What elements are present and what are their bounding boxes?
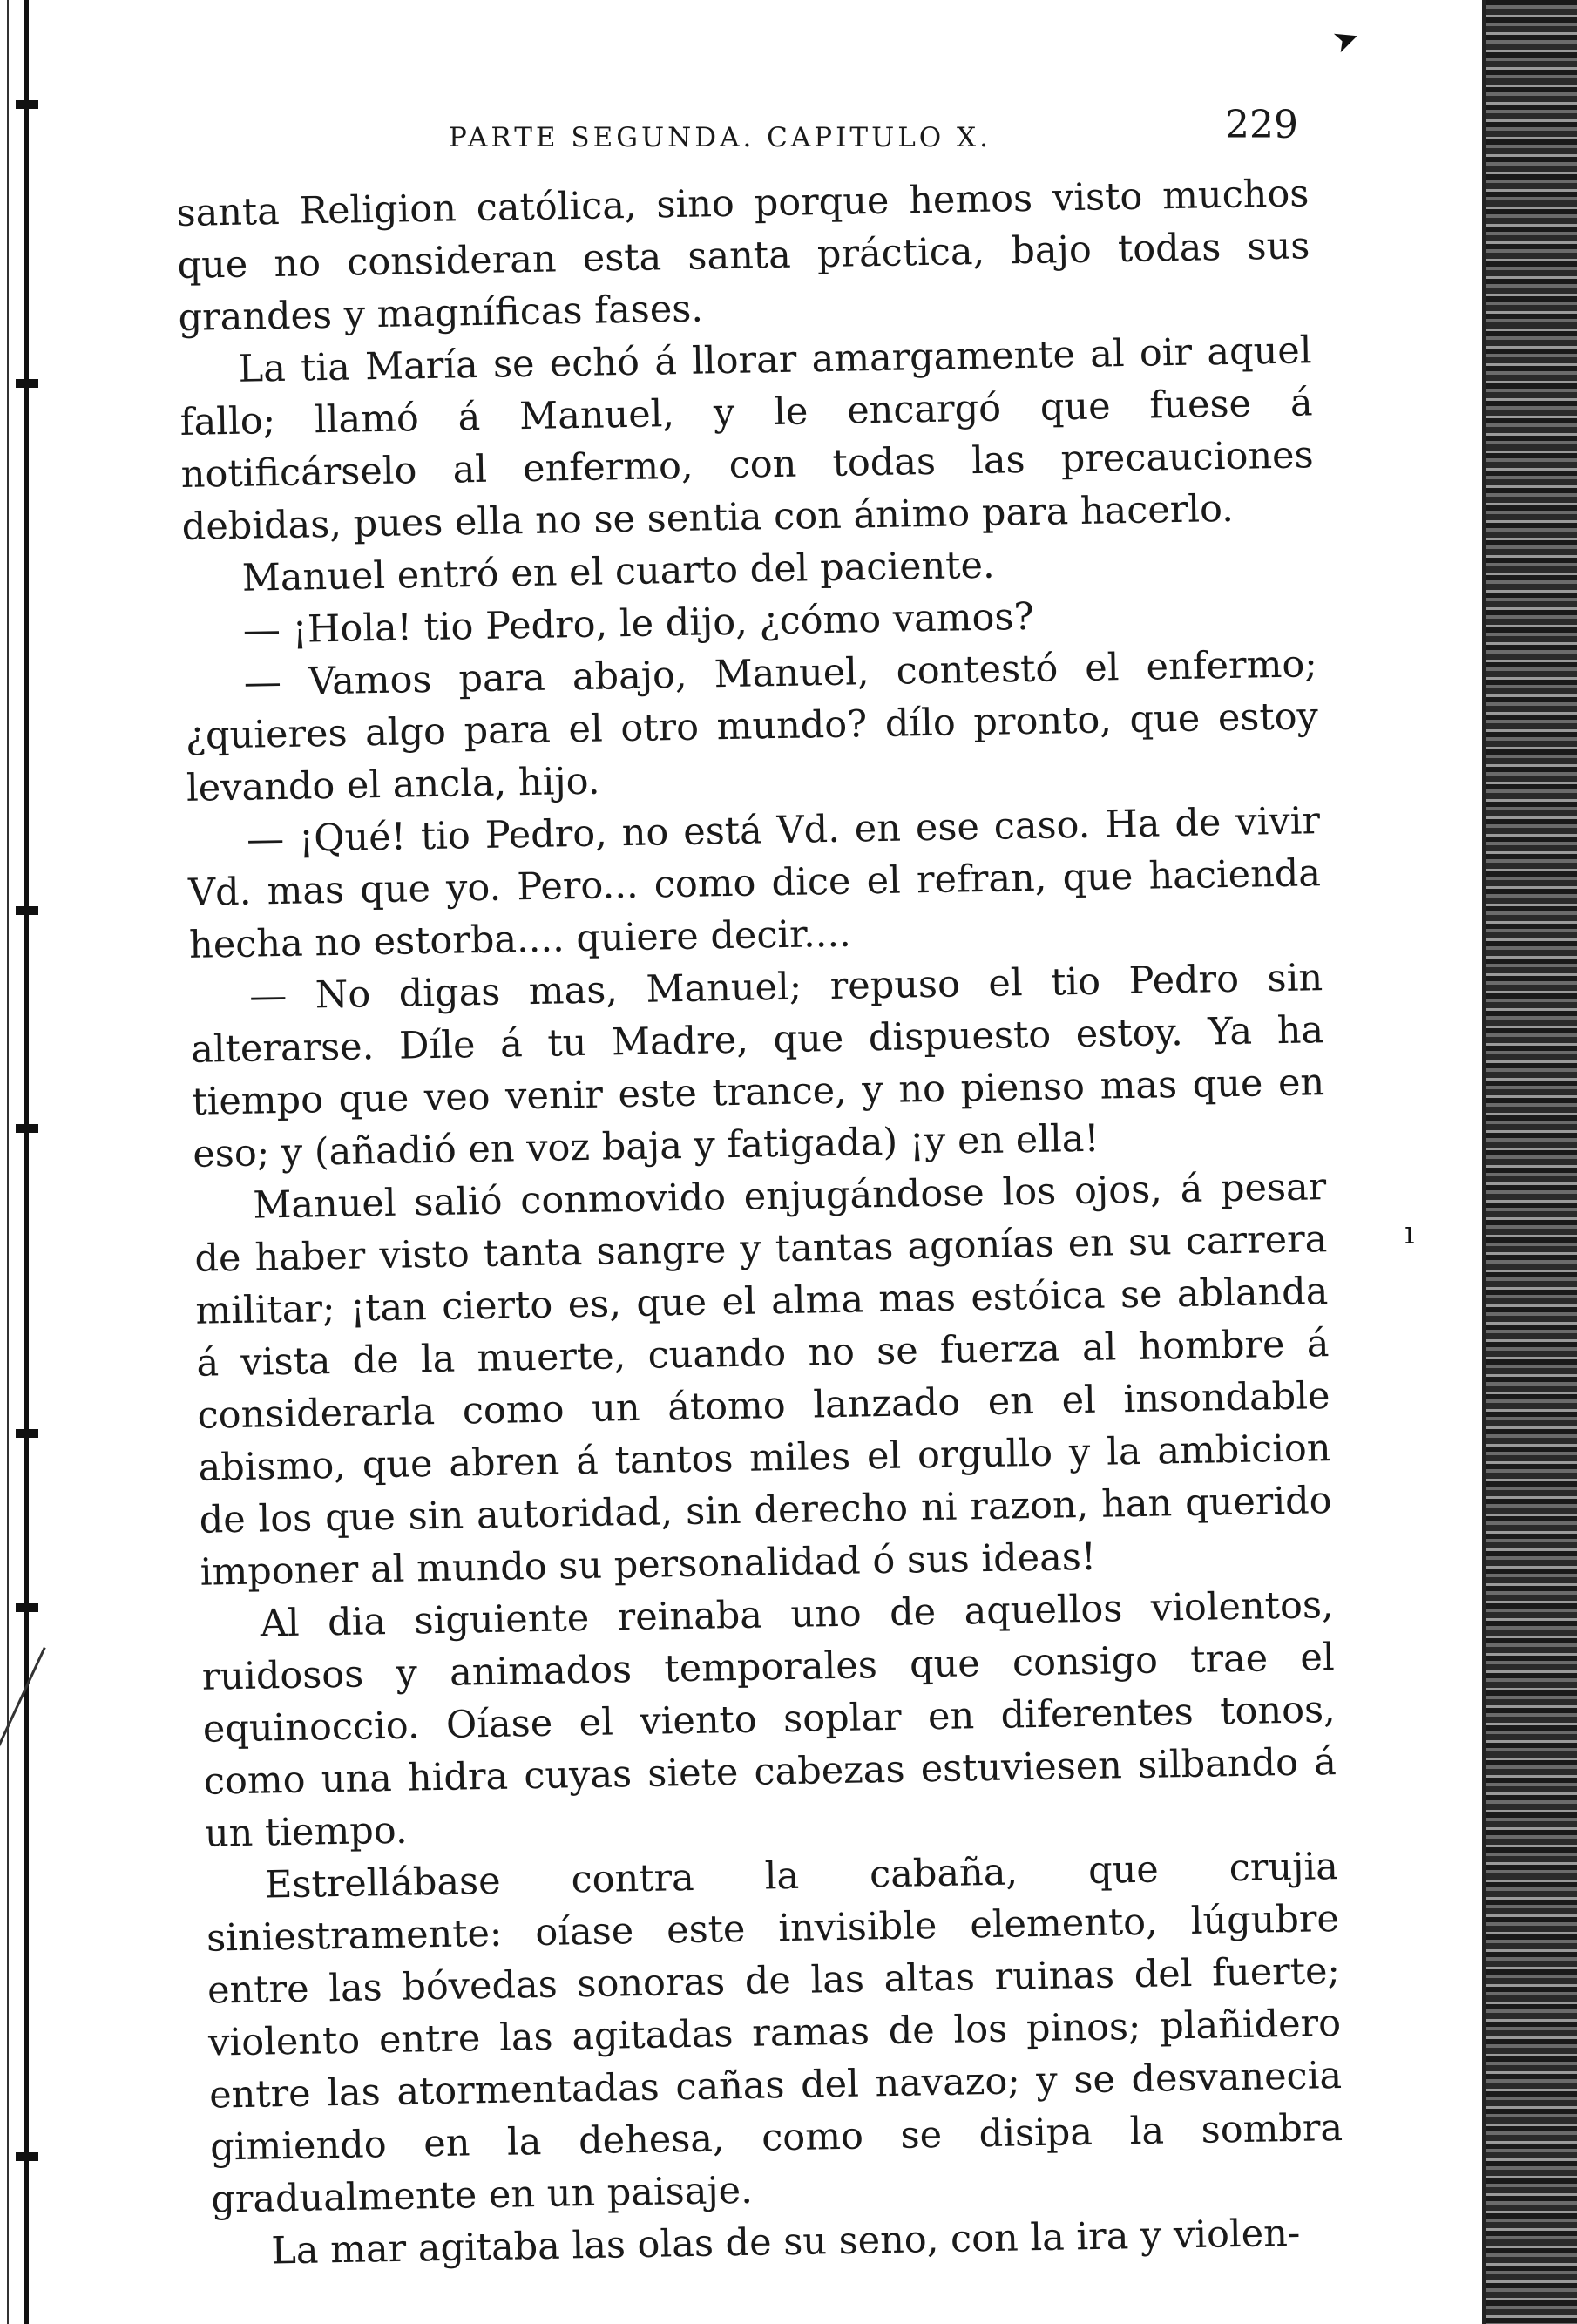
body-text	[176, 167, 1345, 2278]
paragraph: — ¡Hola! tio Pedro, le dijo, ¿cómo vamos?	[242, 594, 1034, 653]
page-fore-edge-border	[1463, 0, 1486, 2324]
paragraph: Al dia siguiente reinaba uno de aquellos violentos, ruidosos y animados temporales que consigo trae el equinoccio. Oíase el viento soplar en diferentes tonos, como una hidra cuyas siete cabezas estuviesen silbando á un tiempo.	[201, 1583, 1337, 1856]
paragraph: Manuel salió conmovido enjugándose los ojos, á pesar de haber visto tanta sangre y tantas agonías en su carrera militar; ¡tan cierto es, que el alma mas estóica se ablanda á vista de la muerte, cuando no se fuerza al hombre á considerarla como un átomo lanzado en el insondable abismo, que abren á tantos miles el orgullo y la ambicion de los que sin autoridad, sin derecho ni razon, han querido imponer al mundo su personalidad ó sus ideas!	[194, 1165, 1332, 1595]
binding-notch	[16, 1603, 38, 1612]
paragraph: — ¡Qué! tio Pedro, no está Vd. en ese caso. Ha de vivir Vd. mas que yo. Pero... como dice el refran, que hacienda hecha no estorba.... quiere decir....	[187, 799, 1322, 967]
paragraph: santa Religion católica, sino porque hemos visto muchos que no consideran esta santa práctica, bajo todas sus grandes y magníficas fases.	[176, 172, 1310, 340]
page-number: 229	[1225, 103, 1298, 147]
stray-mark: ➤	[1327, 18, 1365, 61]
paragraph: La tia María se echó á llorar amargamente al oir aquel fallo; llamó á Manuel, y le encargó que fuese á notificárselo al enfermo, con todas las precauciones debidas, pues ella no se sentia con ánimo para hacerlo.	[179, 329, 1314, 549]
binding-notch	[16, 906, 38, 915]
running-head: PARTE SEGUNDA. CAPITULO X.	[449, 122, 992, 153]
binding-notch	[16, 1429, 38, 1438]
paragraph: Estrellábase contra la cabaña, que crujia siniestramente: oíase este invisible elemento, lúgubre entre las bóvedas sonoras de las altas ruinas del fuerte; violento entre las agitadas ramas de los pinos; plañidero entre las atormentadas cañas del navazo; y se desvanecia gimiendo en la dehesa, como se disipa la sombra gradualmente en un paisaje.	[206, 1845, 1343, 2222]
stray-mark: ı	[1404, 1216, 1415, 1251]
book-binding-edge	[0, 0, 61, 2324]
paragraph: — No digas mas, Manuel; repuso el tio Pedro sin alterarse. Díle á tu Madre, que dispuesto estoy. Ya ha tiempo que veo venir este trance, y no pienso mas que en eso; y (añadió en voz baja y fatigada) ¡y en ella!	[190, 956, 1325, 1176]
paragraph: Manuel entró en el cuarto del paciente.	[241, 543, 996, 600]
binding-thin-rule	[7, 0, 9, 2324]
binding-notch	[16, 1124, 38, 1133]
paragraph: — Vamos para abajo, Manuel, contestó el enfermo; ¿quieres algo para el otro mundo? dílo pronto, que estoy levando el ancla, hijo.	[185, 642, 1319, 810]
paragraph: La mar agitaba las olas de su seno, con la ira y violen-	[270, 2211, 1301, 2273]
binding-notch	[16, 100, 38, 109]
binding-notch	[16, 379, 38, 388]
page-fore-edge	[1486, 0, 1577, 2324]
binding-notch	[16, 2152, 38, 2161]
binding-thick-rule	[24, 0, 29, 2324]
page-header	[436, 103, 1307, 155]
